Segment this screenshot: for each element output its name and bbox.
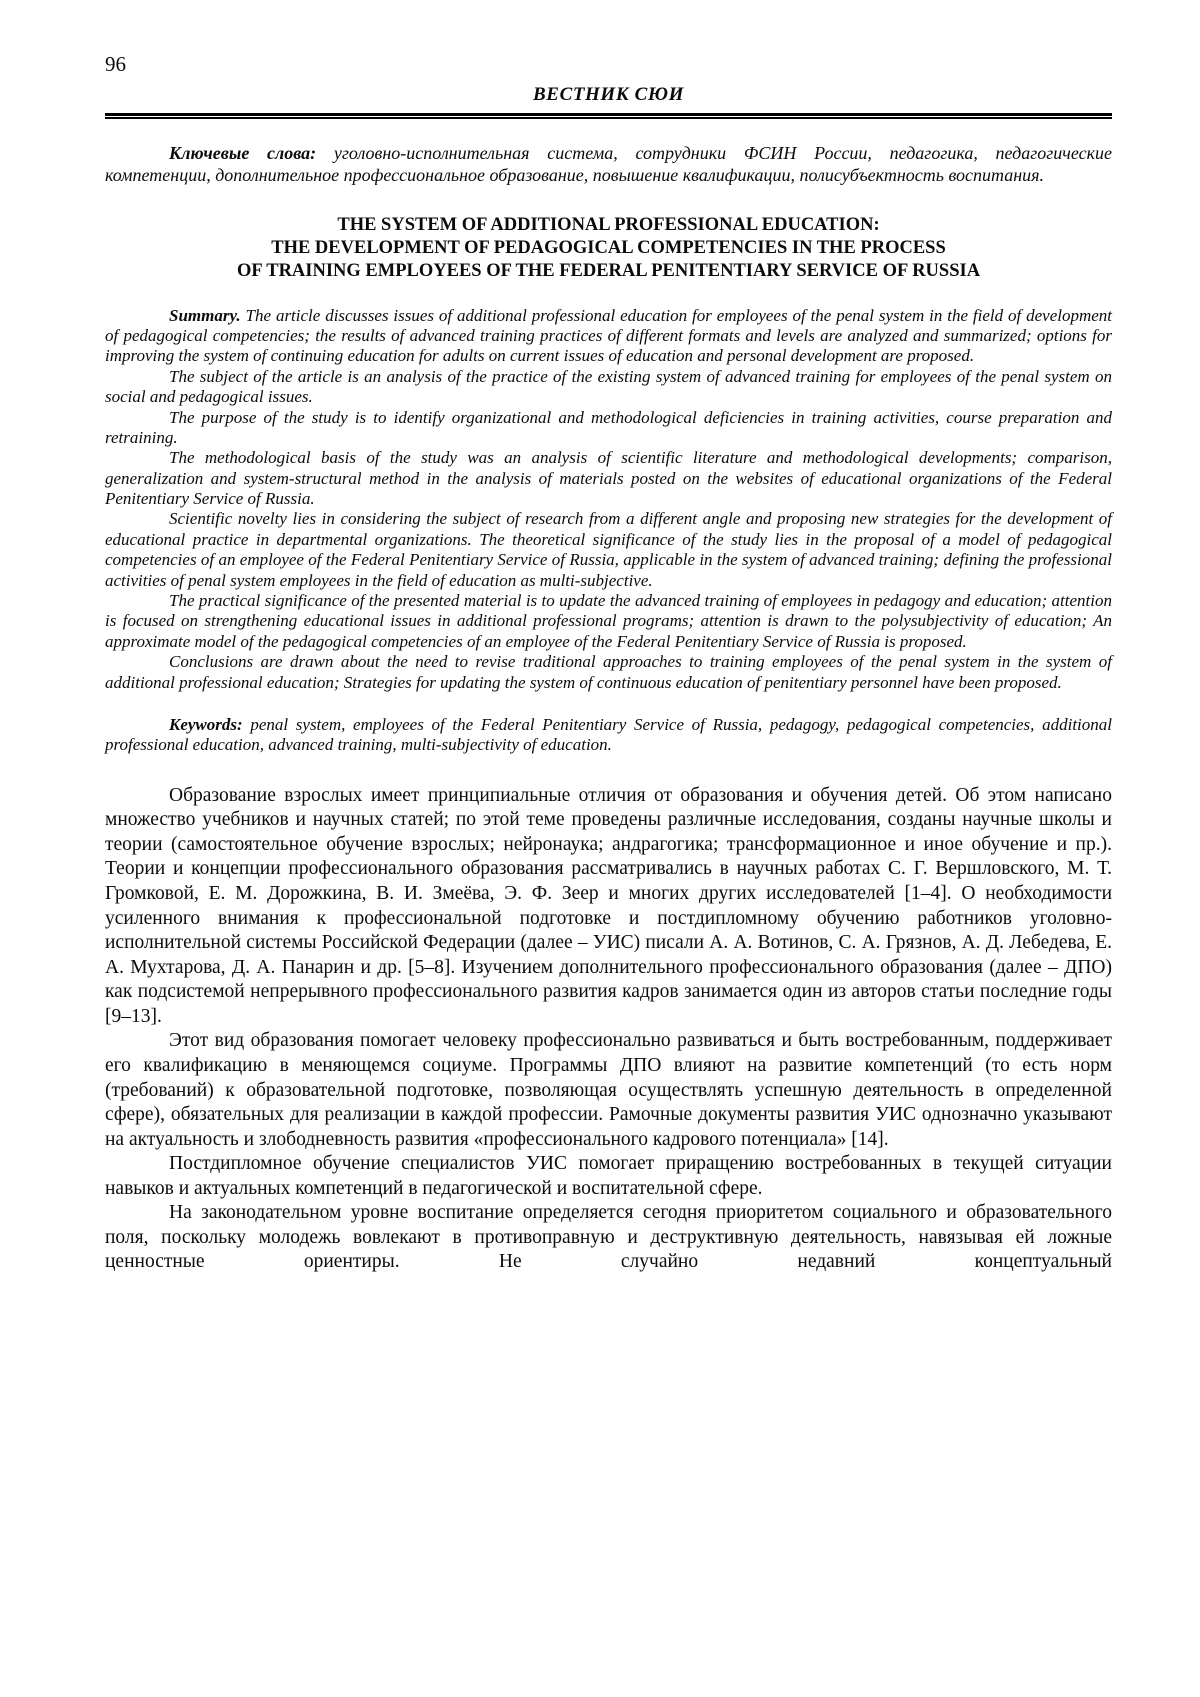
body-paragraph: Постдипломное обучение специалистов УИС помогает приращению востребованных в текущей ситуации навыков и актуальных компетенций в педагогической и воспитательной сфере. xyxy=(105,1153,1112,1199)
summary-paragraph: Conclusions are drawn about the need to revise traditional approaches to training employees of the penal system in the system of additional professional education; Strategies for updating the system of continuous education of penitentiary personnel have been proposed. xyxy=(105,652,1112,692)
page-number: 96 xyxy=(105,52,126,76)
summary-paragraph: Scientific novelty lies in considering the subject of research from a different angle and proposing new strategies for the development of educational practice in departmental organizations. The theoretical significance of the study lies in the proposal of a model of pedagogical competencies of an employee of the Federal Penitentiary Service of Russia, applicable in the system of advanced training; defining the professional activities of penal system employees in the field of education as multi-subjective. xyxy=(105,509,1112,590)
keywords-ru-text: уголовно-исполнительная система, сотрудники ФСИН России, педагогика, педагогические компетенции, дополнительное профессиональное образование, повышение квалификации, полисубъектность воспитания. xyxy=(105,143,1112,185)
header-divider xyxy=(105,113,1112,119)
article-title-line-2: THE DEVELOPMENT OF PEDAGOGICAL COMPETENCIES IN THE PROCESS xyxy=(271,238,946,259)
summary-paragraph: The practical significance of the presented material is to update the advanced training of employees in pedagogy and education; attention is focused on strengthening educational issues in additional professional programs; attention is drawn to the polysubjectivity of education; An approximate model of the pedagogical competencies of an employee of the Federal Penitentiary Service of Russia is proposed. xyxy=(105,591,1112,651)
keywords-en-paragraph xyxy=(105,715,1112,756)
summary-paragraph: The purpose of the study is to identify organizational and methodological deficiencies in training activities, course preparation and retraining. xyxy=(105,407,1112,447)
body-paragraph: Образование взрослых имеет принципиальные отличия от образования и обучения детей. Об этом написано множество учебников и научных статей; по этой теме проведены различные исследования, созданы научные школы и теории (самостоятельное обучение взрослых; нейронаука; андрагогика; трансформационное и иное обучение и пр.). Теории и концепции профессионального образования рассматривались в научных работах С. Г. Вершловского, М. Т. Громковой, Е. М. Дорожкина, В. И. Змеёва, Э. Ф. Зеер и многих других исследователей [1–4]. О необходимости усиленного внимания к профессиональной подготовке и постдипломному обучению работников уголовно-исполнительной системы Российской Федерации (далее – УИС) писали А. А. Вотинов, С. А. Грязнов, А. Д. Лебедева, Е. А. Мухтарова, Д. А. Панарин и др. [5–8]. Изучением дополнительного профессионального образования (далее – ДПО) как подсистемой непрерывного профессионального развития кадров занимается один из авторов статьи последние годы [9–13]. xyxy=(105,784,1112,1027)
summary-label: Summary. xyxy=(169,305,241,325)
summary-paragraph: The methodological basis of the study was an analysis of scientific literature and methodological developments; comparison, generalization and system-structural method in the analysis of materials posted on the websites of educational organizations of the Federal Penitentiary Service of Russia. xyxy=(105,448,1112,509)
body-paragraph: Этот вид образования помогает человеку профессионально развиваться и быть востребованным, поддерживает его квалификацию в меняющемся социуме. Программы ДПО влияют на развитие компетенций (то есть норм (требований) к образовательной подготовке, позволяющая осуществлять успешную деятельность в определенной сфере), обязательных для реализации в каждой профессии. Рамочные документы развития УИС однозначно указывают на актуальность и злободневность развития «профессионального кадрового потенциала» [14]. xyxy=(105,1030,1112,1150)
keywords-ru-paragraph xyxy=(105,143,1112,186)
article-title-line-1: THE SYSTEM OF ADDITIONAL PROFESSIONAL EDUCATION: xyxy=(337,215,880,236)
keywords-ru-label: Ключевые слова: xyxy=(169,143,317,163)
journal-header-title: ВЕСТНИК СЮИ xyxy=(533,84,684,105)
summary-lead-paragraph xyxy=(105,306,1112,367)
article-title xyxy=(105,214,1112,283)
summary-lead-text: The article discusses issues of additional professional education for employees of the penal system in the field of development of pedagogical competencies; the results of advanced training practices of different formats and levels are analyzed and summarized; options for improving the system of continuing education for adults on current issues of education and personal development are proposed. xyxy=(105,305,1113,366)
summary-paragraph: The subject of the article is an analysis of the practice of the existing system of advanced training for employees of the penal system on social and pedagogical issues. xyxy=(105,366,1112,407)
article-title-line-3: OF TRAINING EMPLOYEES OF THE FEDERAL PENITENTIARY SERVICE OF RUSSIA xyxy=(236,261,981,282)
summary-section xyxy=(105,306,1112,693)
article-body-ru xyxy=(105,784,1112,1275)
keywords-en-text: penal system, employees of the Federal Penitentiary Service of Russia, pedagogy, pedagogical competencies, additional professional education, advanced training, multi-subjectivity of education. xyxy=(105,714,1112,755)
keywords-en-label: Keywords: xyxy=(169,714,243,734)
body-paragraph: На законодательном уровне воспитание определяется сегодня приоритетом социального и образовательного поля, поскольку молодежь вовлекают в противоправную и деструктивную деятельность, навязывая ей ложные ценностные ориентиры. Не случайно недавний концептуальный xyxy=(105,1202,1112,1273)
